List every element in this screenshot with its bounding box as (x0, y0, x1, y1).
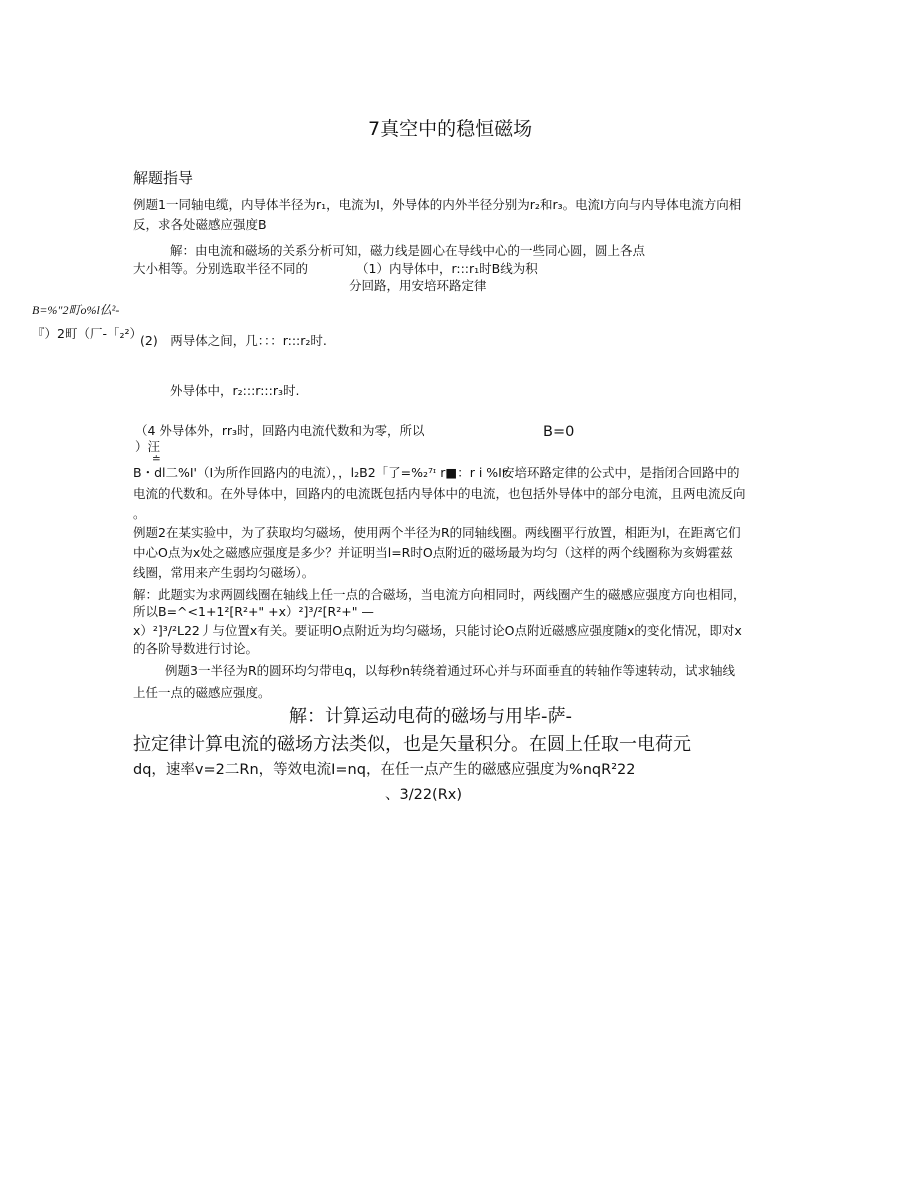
solution2-line1: 解：此题实为求两圆线圈在轴线上任一点的合磁场，当电流方向相同时，两线圈产生的磁感应强度方向也相同， (133, 587, 746, 602)
solution3-line4: 、3/22(Rx) (385, 787, 463, 803)
solution2-line3: x）²]³/²L22丿与位置x有关。要证明O点附近为均匀磁场，只能讨论O点附近磁感应强度随x的变化情况，即对x (133, 623, 742, 638)
example3-line2: 上任一点的磁感应强度。 (133, 685, 271, 700)
case3-text: 外导体中，r₂:::r:::r₃时. (170, 383, 300, 398)
ampere-line1a: B・dl二%I'（I为所作回路内的电流），，l₂B2「了=%₂⁷ᶦ r■：r i %Ir (133, 465, 507, 480)
solution3-line1: 解：计算运动电荷的磁场与用毕-萨- (289, 706, 572, 727)
case4-symbol: ≐ (152, 453, 161, 465)
formula-between: 『）2町（厂-「₂²） (32, 326, 142, 341)
solution1-line2b: （1）内导体中，r:::r₁时B线为积 (356, 261, 538, 276)
example2-line1: 例题2在某实验中，为了获取均匀磁场，使用两个半径为R的同轴线圈。两线圈平行放置，相距为l，在距离它们 (133, 525, 741, 540)
case2-text: (2) 两导体之间，几：：：r:::r₂时. (140, 333, 327, 348)
example1-line1: 例题1一同轴电缆，内导体半径为r₁，电流为I，外导体的内外半径分别为r₂和r₃。电流I方向与内导体电流方向相 (133, 197, 742, 212)
ampere-line2: 电流的代数和。在外导体中，回路内的电流既包括内导体中的电流，也包括外导体中的部分电流，且两电流反向 (133, 486, 746, 501)
page-title: 7真空中的稳恒磁场 (368, 118, 533, 140)
ampere-line1b: 安培环路定律的公式中，是指闭合回路中的 (502, 465, 740, 480)
case4-text: （4 外导体外，rr₃时，回路内电流代数和为零，所以 (135, 423, 425, 438)
solution1-line3: 分回路，用安培环路定律 (349, 278, 487, 293)
solution3-line3: dq，速率v=2二Rn，等效电流I=nq，在任一点产生的磁感应强度为%nqR²22 (133, 762, 636, 778)
example2-line2: 中心O点为x处之磁感应强度是多少？并证明当l=R时O点附近的磁场最为均匀（这样的两个线圈称为亥姆霍兹 (133, 545, 733, 560)
example1-line2: 反，求各处磁感应强度B (133, 217, 267, 232)
ampere-line3: 。 (133, 506, 146, 521)
solution1-line1: 解：由电流和磁场的关系分析可知，磁力线是圆心在导线中心的一些同心圆，圆上各点 (170, 243, 646, 258)
section-heading: 解题指导 (133, 169, 194, 187)
solution2-line2: 所以B=^<1+1²[R²+" +x）²]³/²[R²+" — (133, 604, 374, 619)
case4-result: B=0 (543, 424, 575, 440)
solution2-line4: 的各阶导数进行讨论。 (133, 641, 259, 656)
solution1-line2a: 大小相等。分别选取半径不同的 (133, 261, 309, 276)
solution3-line2: 拉定律计算电流的磁场方法类似，也是矢量积分。在圆上任取一电荷元 (133, 734, 691, 755)
formula-inner: B=%"2町o%l仏²- (32, 303, 120, 317)
example3-line1: 例题3一半径为R的圆环均匀带电q，以每秒n转绕着通过环心并与环面垂直的转轴作等速转动，试求轴线 (165, 663, 735, 678)
example2-line3: 线圈，常用来产生弱均匀磁场）。 (133, 565, 315, 580)
case4-note: ）汪 (135, 439, 161, 454)
